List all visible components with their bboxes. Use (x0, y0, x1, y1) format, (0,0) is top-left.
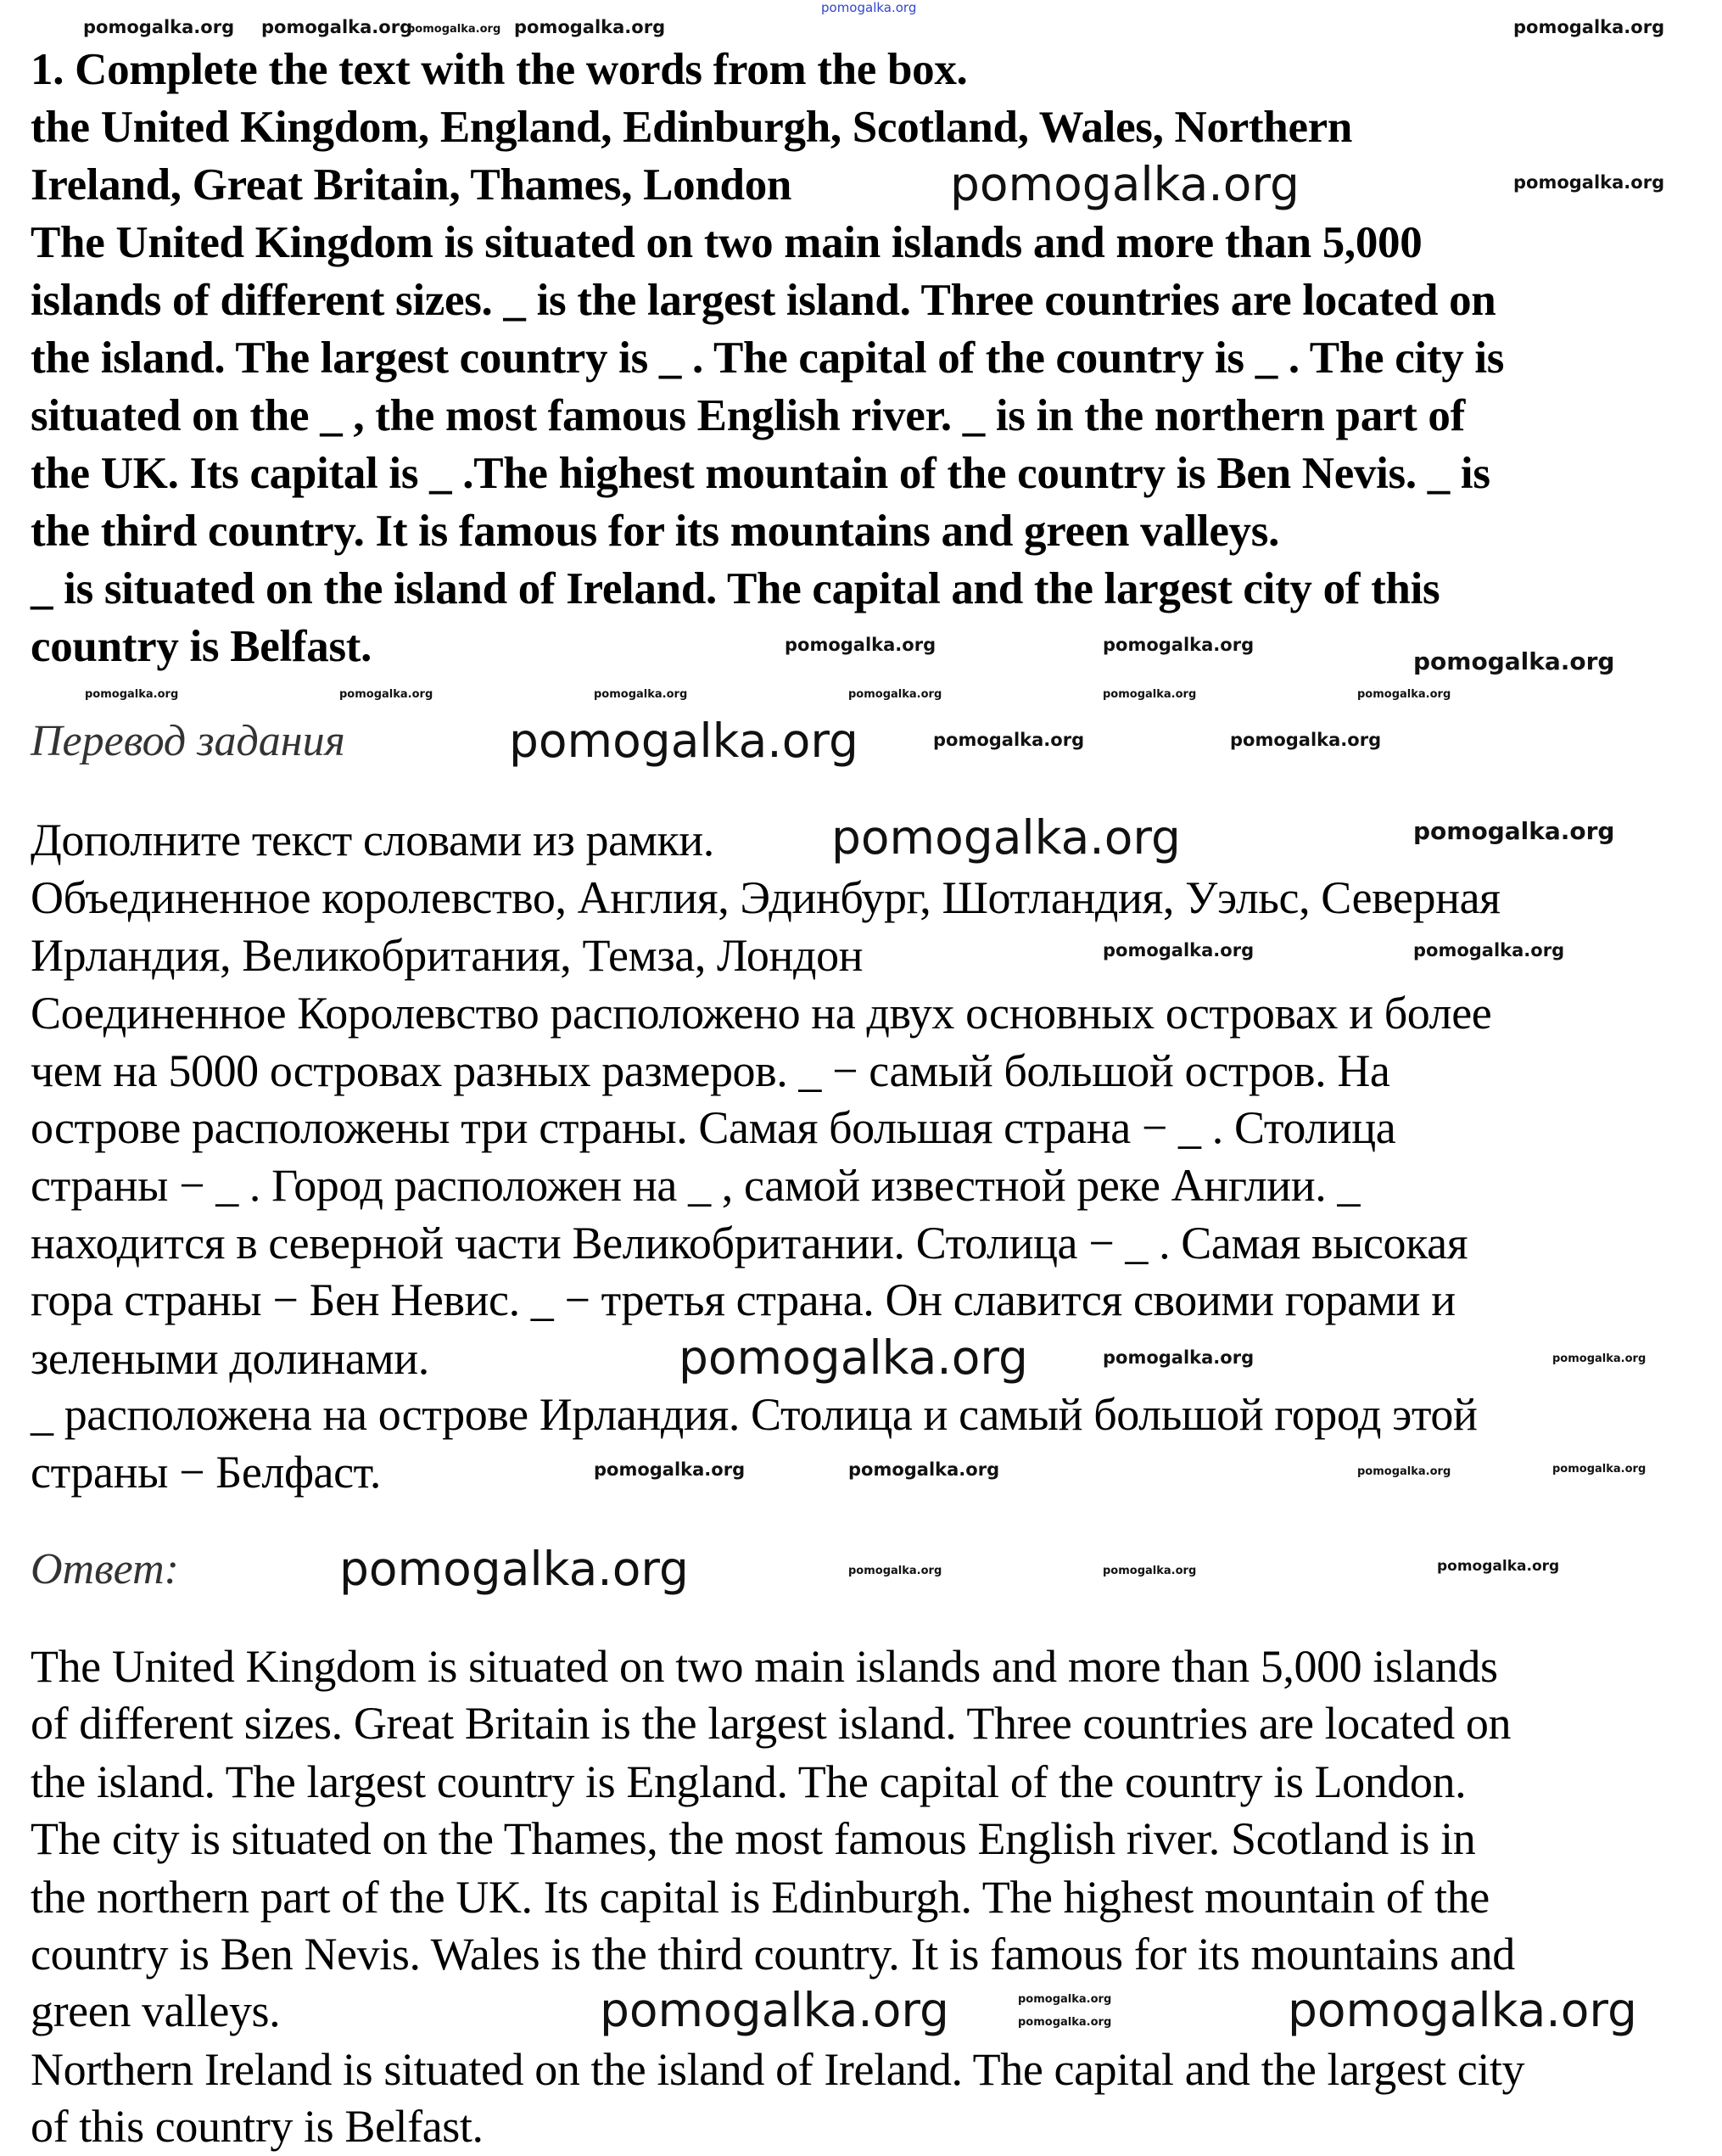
answer-line: of this country is Belfast. (31, 2101, 484, 2152)
watermark: pomogalka.org (1103, 1565, 1197, 1577)
translation-line: острове расположены три страны. Самая большая страна − _ . Столица (31, 1102, 1396, 1153)
watermark: pomogalka.org (848, 1565, 942, 1577)
translation-line: _ расположена на острове Ирландия. Столица и самый большой город этой (31, 1389, 1478, 1440)
word-box-line: the United Kingdom, England, Edinburgh, Scotland, Wales, Northern (31, 103, 1353, 152)
answer-heading: Ответ: (31, 1545, 179, 1593)
task-text-line: the island. The largest country is _ . The capital of the country is _ . The city is (31, 333, 1505, 383)
answer-line: country is Ben Nevis. Wales is the third country. It is famous for its mountains and (31, 1929, 1515, 1980)
watermark: pomogalka.org (339, 688, 433, 701)
watermark: pomogalka.org (1413, 647, 1615, 675)
watermark: pomogalka.org (1018, 2016, 1112, 2029)
translation-line: страны − Белфаст. (31, 1447, 381, 1498)
answer-line: the northern part of the UK. Its capital is Edinburgh. The highest mountain of the (31, 1872, 1490, 1923)
watermark: pomogalka.org (509, 714, 858, 768)
watermark: pomogalka.org (1413, 940, 1565, 960)
task-text-line: _ is situated on the island of Ireland. The capital and the largest city of this (31, 564, 1440, 613)
task-title: 1. Complete the text with the words from the box. (31, 45, 968, 94)
translation-line: гора страны − Бен Невис. _ − третья страна. Он славится своими горами и (31, 1274, 1456, 1325)
watermark: pomogalka.org (848, 688, 942, 701)
translation-line: Ирландия, Великобритания, Темза, Лондон (31, 930, 864, 981)
watermark: pomogalka.org (1230, 730, 1382, 750)
watermark: pomogalka.org (514, 17, 666, 37)
answer-line: green valleys. (31, 1985, 281, 2036)
task-text-line: The United Kingdom is situated on two main islands and more than 5,000 (31, 218, 1423, 267)
watermark: pomogalka.org (1413, 817, 1615, 845)
translation-heading: Перевод задания (31, 717, 345, 765)
translation-line: Соединенное Королевство расположено на двух основных островах и более (31, 988, 1492, 1039)
watermark: pomogalka.org (1437, 1558, 1560, 1575)
watermark: pomogalka.org (1103, 940, 1255, 960)
answer-line: The United Kingdom is situated on two main islands and more than 5,000 islands (31, 1641, 1498, 1692)
watermark: pomogalka.org (594, 1459, 746, 1480)
answer-line: of different sizes. Great Britain is the largest island. Three countries are located on (31, 1698, 1512, 1749)
watermark: pomogalka.org (83, 17, 235, 37)
watermark: pomogalka.org (785, 635, 936, 655)
watermark: pomogalka.org (1018, 1993, 1112, 2006)
watermark: pomogalka.org (848, 1459, 1000, 1480)
translation-line: страны − _ . Город расположен на _ , самой известной реке Англии. _ (31, 1160, 1361, 1211)
translation-line: зелеными долинами. (31, 1333, 429, 1384)
watermark: pomogalka.org (1552, 1352, 1647, 1365)
watermark: pomogalka.org (85, 688, 179, 701)
watermark: pomogalka.org (1103, 688, 1197, 701)
watermark: pomogalka.org (1357, 688, 1451, 701)
watermark: pomogalka.org (594, 688, 688, 701)
task-text-line: the third country. It is famous for its mountains and green valleys. (31, 507, 1280, 556)
task-text-line: the UK. Its capital is _ .The highest mountain of the country is Ben Nevis. _ is (31, 449, 1490, 498)
watermark: pomogalka.org (933, 730, 1085, 750)
watermark: pomogalka.org (679, 1330, 1028, 1385)
answer-line: The city is situated on the Thames, the most famous English river. Scotland is in (31, 1813, 1476, 1864)
watermark: pomogalka.org (831, 810, 1181, 865)
watermark: pomogalka.org (1357, 1465, 1451, 1478)
watermark: pomogalka.org (1103, 635, 1255, 655)
watermark: pomogalka.org (407, 23, 501, 36)
header-watermark-link[interactable]: pomogalka.org (821, 0, 917, 15)
translation-line: Дополните текст словами из рамки. (31, 815, 714, 865)
word-box-line: Ireland, Great Britain, Thames, London (31, 160, 792, 210)
watermark: pomogalka.org (1103, 1347, 1255, 1368)
translation-line: Объединенное королевство, Англия, Эдинбург, Шотландия, Уэльс, Северная (31, 872, 1501, 923)
watermark: pomogalka.org (261, 17, 413, 37)
watermark: pomogalka.org (600, 1983, 949, 2037)
answer-line: the island. The largest country is England. The capital of the country is London. (31, 1756, 1467, 1807)
translation-line: чем на 5000 островах разных размеров. _ − самый большой остров. На (31, 1045, 1390, 1096)
translation-line: находится в северной части Великобритании. Столица − _ . Самая высокая (31, 1218, 1468, 1268)
task-text-line: country is Belfast. (31, 622, 372, 671)
watermark: pomogalka.org (339, 1542, 689, 1596)
task-text-line: islands of different sizes. _ is the largest island. Three countries are located on (31, 276, 1496, 325)
watermark: pomogalka.org (1288, 1983, 1637, 2037)
watermark: pomogalka.org (1513, 17, 1665, 37)
watermark: pomogalka.org (1513, 172, 1665, 193)
watermark: pomogalka.org (950, 157, 1300, 211)
watermark: pomogalka.org (1552, 1463, 1647, 1476)
task-text-line: situated on the _ , the most famous English river. _ is in the northern part of (31, 391, 1465, 440)
answer-line: Northern Ireland is situated on the island of Ireland. The capital and the largest city (31, 2044, 1525, 2095)
